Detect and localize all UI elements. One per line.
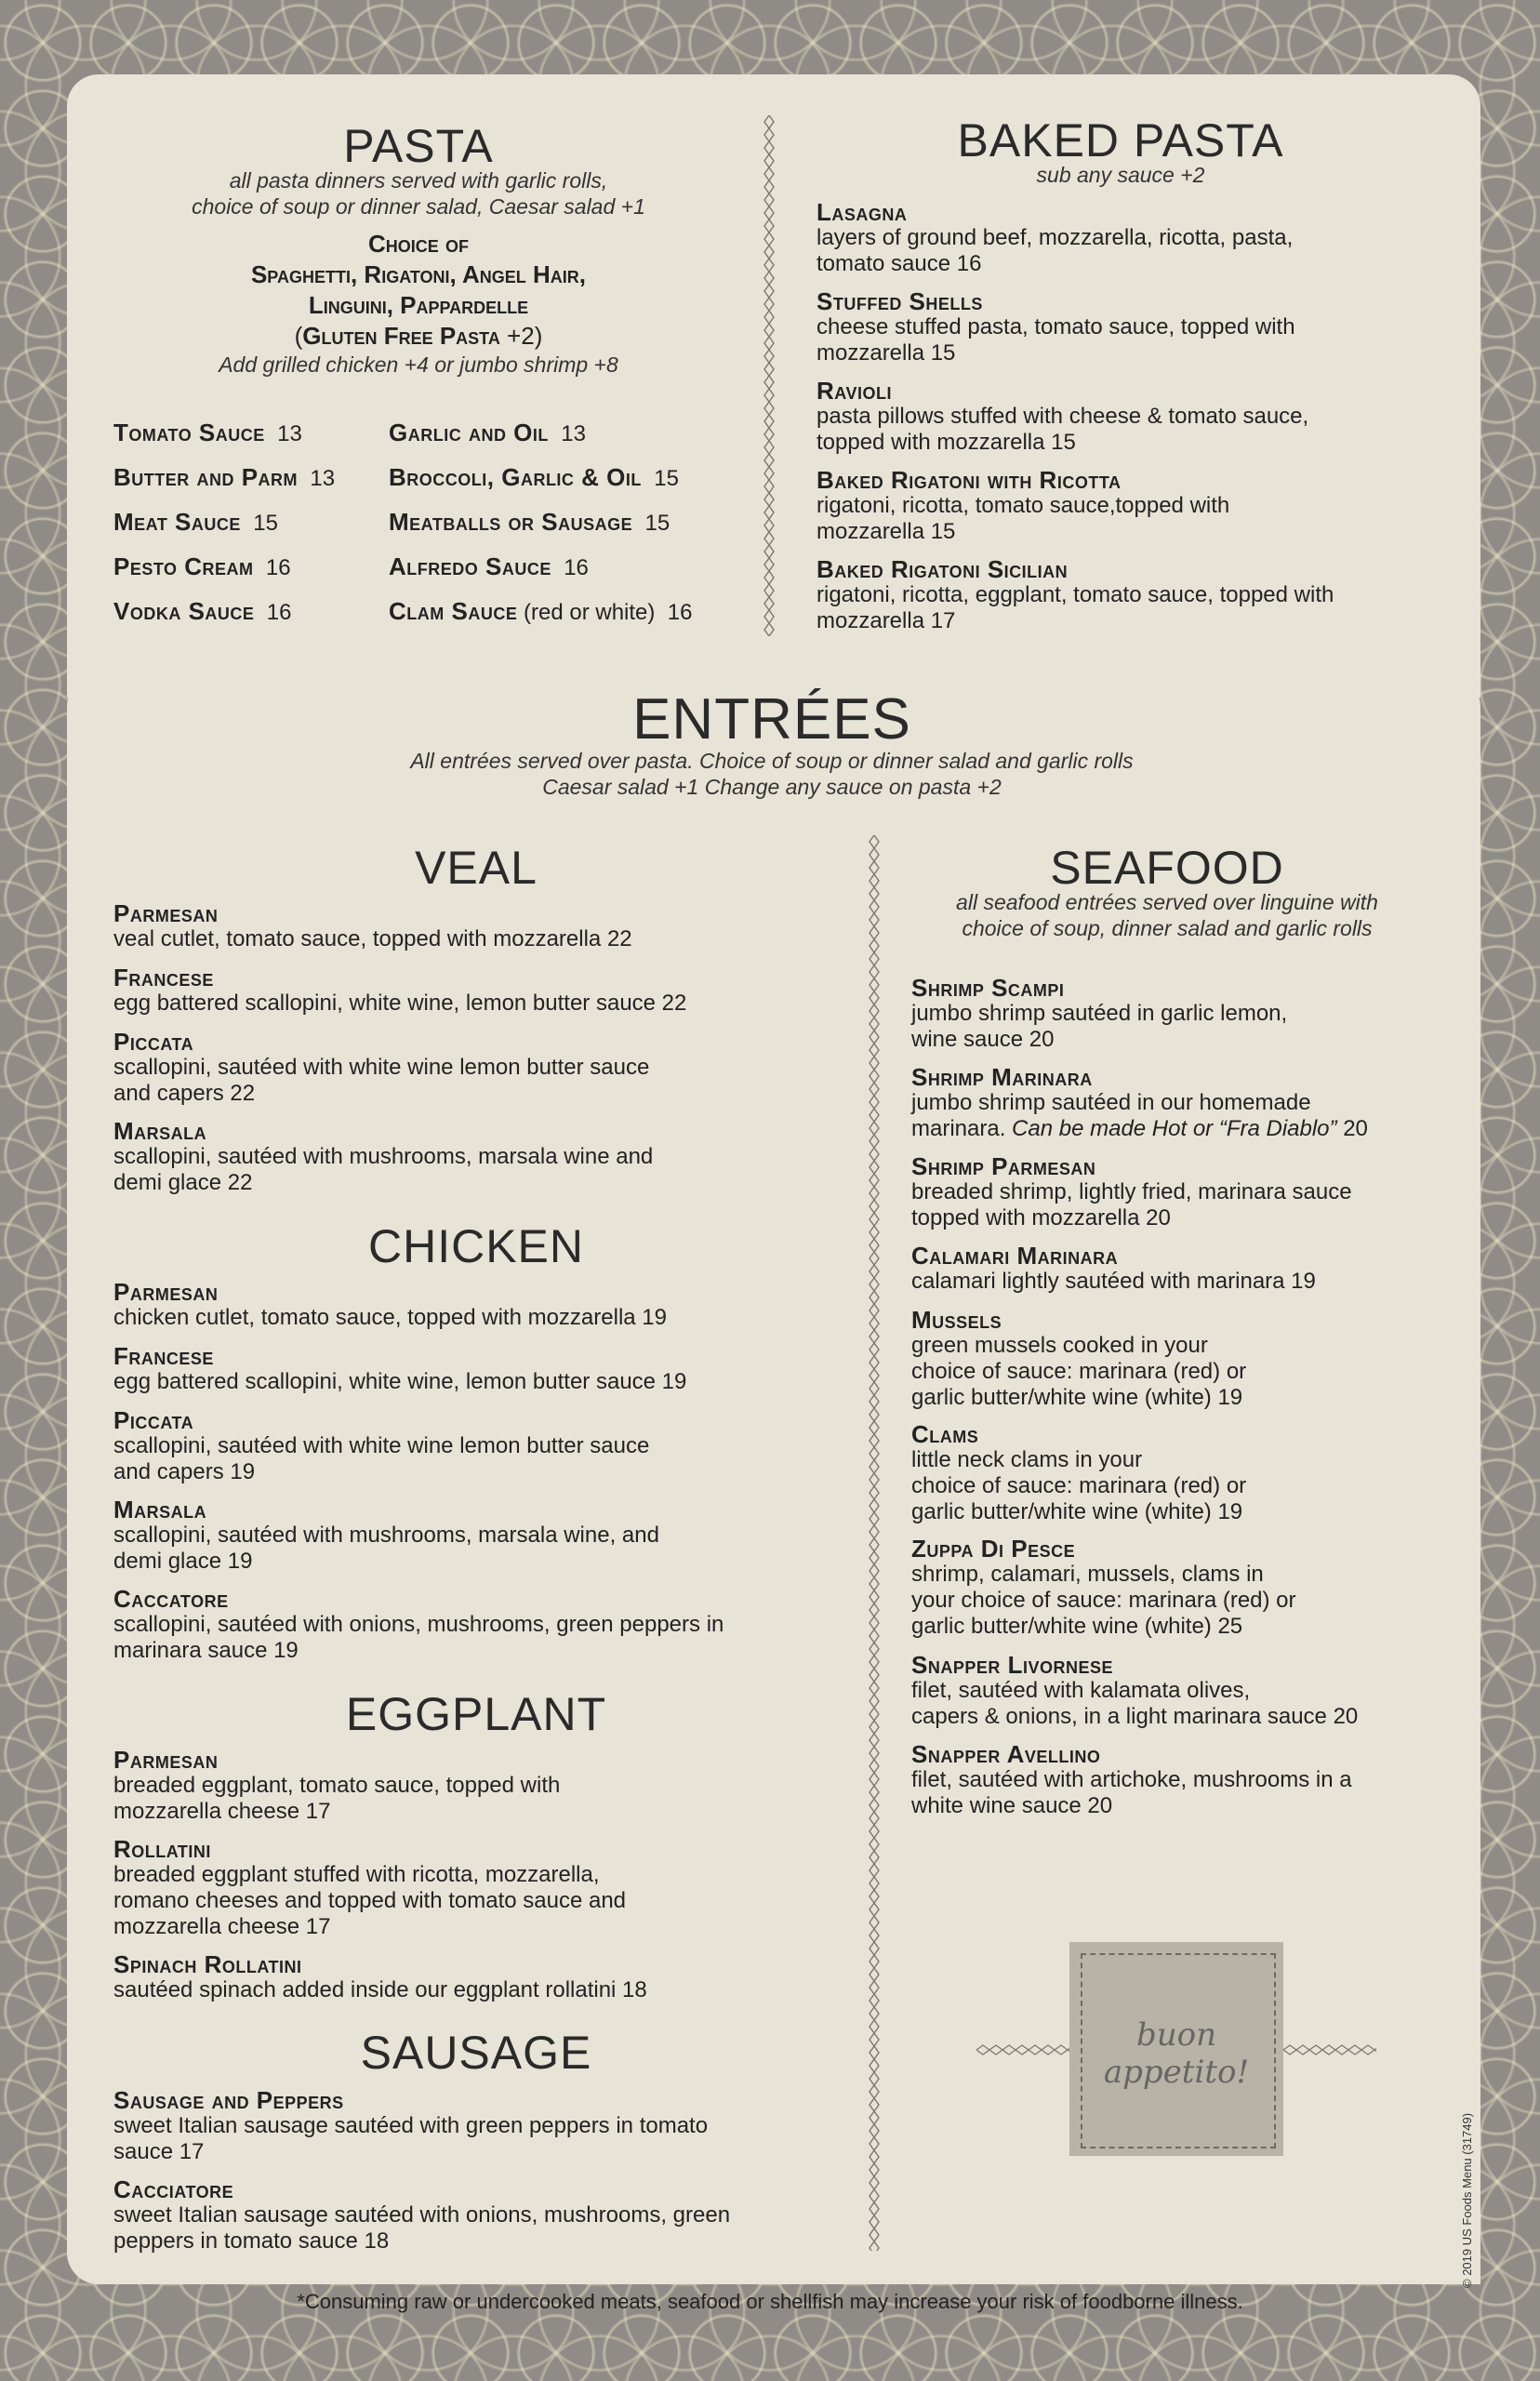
pasta-item-price: 15 — [644, 511, 670, 536]
baked-item-desc: mozzarella 15 — [816, 519, 956, 544]
pasta-item — [113, 552, 291, 581]
pasta-item — [389, 508, 670, 537]
eggplant-title: EGGPLANT — [345, 1688, 607, 1740]
veal-item-name: Parmesan — [113, 899, 219, 927]
pasta-item — [113, 419, 302, 447]
pasta-item-price: 16 — [266, 600, 292, 625]
buon-appetito-badge — [1069, 1942, 1283, 2156]
seafood-item-desc: wine sauce 20 — [911, 1027, 1055, 1052]
seafood-item-name: Clams — [911, 1420, 979, 1448]
sausage-item-desc: peppers in tomato sauce 18 — [113, 2228, 390, 2254]
seafood-item — [911, 1421, 1469, 1525]
baked-item-name: Ravioli — [816, 377, 892, 405]
baked-item — [816, 288, 1449, 366]
pasta-choice-line-1: Choice of — [367, 230, 469, 258]
pasta-item-price: 13 — [310, 466, 336, 491]
veal-item — [113, 900, 839, 952]
seafood-item-desc: choice of sauce: marinara (red) or — [911, 1359, 1247, 1384]
pasta-note-line-2: choice of soup or dinner salad, Caesar salad +1 — [192, 194, 645, 219]
veal-item-desc: scallopini, sautéed with mushrooms, marsala wine and — [113, 1144, 654, 1169]
pasta-item-name: Garlic and Oil — [389, 419, 549, 446]
seafood-item-desc: shrimp, calamari, mussels, clams in — [911, 1562, 1264, 1587]
pasta-item-price: 15 — [654, 466, 679, 491]
eggplant-item-desc: sautéed spinach added inside our eggplant rollatini 18 — [113, 1977, 647, 2002]
seafood-note-line-2: choice of soup, dinner salad and garlic rolls — [962, 916, 1373, 940]
chicken-item — [113, 1343, 839, 1395]
divider-pattern — [763, 115, 775, 636]
baked-item-desc: rigatoni, ricotta, tomato sauce,topped with — [816, 493, 1230, 518]
pasta-item-name: Tomato Sauce — [113, 419, 265, 446]
seafood-item-name: Mussels — [911, 1306, 1002, 1334]
seafood-desc-italic: Can be made Hot or “Fra Diablo” — [1012, 1116, 1337, 1141]
pasta-item — [113, 508, 278, 537]
seafood-item-desc: garlic butter/white wine (white) 19 — [911, 1385, 1243, 1410]
baked-item — [816, 467, 1449, 545]
veal-item — [113, 1118, 839, 1196]
seafood-item-desc: filet, sautéed with artichoke, mushrooms in a — [911, 1767, 1352, 1792]
baked-item — [816, 199, 1449, 277]
pasta-item — [113, 597, 291, 626]
sausage-item-desc: sweet Italian sausage sautéed with onions, mushrooms, green — [113, 2202, 731, 2228]
seafood-item — [911, 1536, 1469, 1640]
pasta-item — [389, 552, 589, 581]
seafood-item — [911, 1741, 1469, 1819]
veal-item — [113, 1029, 839, 1107]
eggplant-item-desc: mozzarella cheese 17 — [113, 1799, 331, 1824]
veal-item — [113, 964, 839, 1017]
chicken-item — [113, 1586, 857, 1664]
eggplant-item-name: Parmesan — [113, 1746, 219, 1774]
pasta-item — [389, 463, 679, 492]
baked-title: BAKED PASTA — [957, 114, 1284, 166]
seafood-item-desc: green mussels cooked in your — [911, 1333, 1208, 1358]
sausage-item — [113, 2176, 839, 2255]
pasta-item-name: Clam Sauce — [389, 597, 518, 625]
seafood-note-line-1: all seafood entrées served over linguine with — [956, 890, 1378, 914]
eggplant-item-name: Spinach Rollatini — [113, 1950, 302, 1978]
pasta-addon: Add grilled chicken +4 or jumbo shrimp +8 — [219, 352, 618, 377]
eggplant-item-name: Rollatini — [113, 1835, 211, 1863]
seafood-item-desc: white wine sauce 20 — [911, 1793, 1113, 1818]
pasta-note-line-1: all pasta dinners served with garlic rolls, — [229, 168, 608, 193]
chicken-item-name: Parmesan — [113, 1278, 219, 1306]
chicken-item-desc: and capers 19 — [113, 1459, 256, 1484]
pasta-item — [113, 463, 335, 492]
sausage-item-desc: sauce 17 — [113, 2139, 205, 2164]
seafood-item-name: Calamari Marinara — [911, 1242, 1119, 1270]
seafood-item-desc: jumbo shrimp sautéed in our homemade — [911, 1090, 1311, 1115]
pasta-item — [389, 419, 586, 447]
baked-item — [816, 556, 1467, 634]
badge-left-rule — [976, 2044, 1069, 2055]
chicken-item — [113, 1407, 839, 1485]
sausage-item — [113, 2087, 839, 2165]
chicken-item-name: Caccatore — [113, 1585, 229, 1613]
eggplant-item-desc: romano cheeses and topped with tomato sauce and — [113, 1888, 627, 1913]
baked-item-desc: topped with mozzarella 15 — [816, 430, 1076, 455]
seafood-note — [888, 889, 1446, 941]
sausage-item-name: Sausage and Peppers — [113, 2086, 344, 2114]
seafood-item — [911, 975, 1469, 1053]
seafood-desc-text: marinara. — [911, 1116, 1013, 1141]
seafood-item — [911, 1652, 1469, 1730]
eggplant-item-desc: mozzarella cheese 17 — [113, 1914, 331, 1939]
pasta-item-price: 16 — [667, 600, 693, 625]
veal-item-desc: egg battered scallopini, white wine, lemon butter sauce 22 — [113, 991, 687, 1016]
seafood-item-desc: breaded shrimp, lightly fried, marinara sauce — [911, 1179, 1352, 1204]
gf-price: +2) — [499, 322, 543, 350]
pasta-item-name: Vodka Sauce — [113, 597, 255, 625]
pasta-choice-line-2: Spaghetti, Rigatoni, Angel Hair, — [250, 260, 587, 288]
baked-item-name: Lasagna — [816, 198, 908, 226]
eggplant-item-desc: breaded eggplant stuffed with ricotta, mozzarella, — [113, 1862, 600, 1887]
eggplant-item — [113, 1747, 839, 1825]
eggplant-item-desc: breaded eggplant, tomato sauce, topped with — [113, 1773, 561, 1798]
baked-item-desc: layers of ground beef, mozzarella, ricotta, pasta, — [816, 225, 1294, 250]
veal-item-desc: demi glace 22 — [113, 1170, 253, 1195]
seafood-item-name: Shrimp Marinara — [911, 1063, 1093, 1091]
seafood-item-desc: capers & onions, in a light marinara sauce 20 — [911, 1704, 1359, 1729]
pasta-choice-line-3: Linguini, Pappardelle — [308, 291, 529, 319]
pasta-item-name: Meat Sauce — [113, 508, 241, 536]
seafood-item — [911, 1064, 1488, 1142]
seafood-item — [911, 1307, 1469, 1411]
chicken-item-desc: scallopini, sautéed with onions, mushrooms, green peppers in — [113, 1612, 724, 1637]
pasta-note — [93, 167, 744, 219]
gf-name: Gluten Free Pasta — [302, 322, 500, 350]
pasta-item-name: Alfredo Sauce — [389, 552, 551, 580]
baked-item-desc: cheese stuffed pasta, tomato sauce, topped with — [816, 314, 1295, 339]
baked-note: sub any sauce +2 — [1036, 163, 1205, 187]
gluten-free-line — [93, 321, 744, 352]
chicken-title: CHICKEN — [367, 1220, 585, 1272]
chicken-item-desc: scallopini, sautéed with white wine lemon butter sauce — [113, 1433, 650, 1458]
chicken-item-desc: demi glace 19 — [113, 1549, 253, 1574]
baked-item-desc: mozzarella 17 — [816, 608, 956, 633]
divider-pattern — [869, 835, 880, 2251]
veal-item-name: Piccata — [113, 1028, 194, 1056]
chicken-item-desc: egg battered scallopini, white wine, lemon butter sauce 19 — [113, 1369, 687, 1394]
pasta-item-price: 16 — [265, 555, 291, 580]
seafood-item-desc: your choice of sauce: marinara (red) or — [911, 1588, 1296, 1613]
seafood-desc-price: 20 — [1336, 1116, 1368, 1141]
seafood-item — [911, 1243, 1469, 1295]
pasta-item-price: 13 — [277, 421, 302, 446]
pasta-item — [389, 597, 692, 626]
pasta-title: PASTA — [343, 120, 494, 172]
copyright: © 2019 US Foods Menu (31749) — [1460, 2112, 1474, 2288]
pasta-item-note: (red or white) — [524, 600, 656, 625]
chicken-item — [113, 1279, 839, 1331]
baked-item — [816, 378, 1449, 456]
seafood-item-desc: garlic butter/white wine (white) 25 — [911, 1614, 1243, 1639]
chicken-item-desc: chicken cutlet, tomato sauce, topped with mozzarella 19 — [113, 1305, 667, 1330]
entrees-note-line-2: Caesar salad +1 Change any sauce on pasta +2 — [542, 775, 1002, 799]
baked-item-name: Baked Rigatoni Sicilian — [816, 555, 1069, 583]
veal-item-desc: and capers 22 — [113, 1081, 256, 1106]
baked-item-name: Stuffed Shells — [816, 287, 983, 315]
baked-item-name: Baked Rigatoni with Ricotta — [816, 466, 1122, 494]
badge-text: buon appetito! — [1103, 2016, 1250, 2091]
seafood-item-desc: garlic butter/white wine (white) 19 — [911, 1499, 1243, 1524]
baked-item-desc: pasta pillows stuffed with cheese & tomato sauce, — [816, 404, 1309, 429]
chicken-item-name: Francese — [113, 1342, 214, 1370]
entrees-title: ENTRÉES — [632, 687, 911, 752]
chicken-item-desc: scallopini, sautéed with mushrooms, marsala wine, and — [113, 1523, 659, 1548]
baked-item-desc: mozzarella 15 — [816, 340, 956, 366]
chicken-item-desc: marinara sauce 19 — [113, 1638, 299, 1663]
seafood-item-desc: filet, sautéed with kalamata olives, — [911, 1678, 1251, 1703]
veal-item-desc: veal cutlet, tomato sauce, topped with mozzarella 22 — [113, 926, 632, 951]
veal-title: VEAL — [415, 842, 538, 894]
veal-item-desc: scallopini, sautéed with white wine lemon butter sauce — [113, 1055, 650, 1080]
seafood-item-desc: topped with mozzarella 20 — [911, 1205, 1171, 1230]
chicken-item-name: Marsala — [113, 1496, 207, 1523]
pasta-choices — [93, 229, 744, 352]
seafood-item-desc: jumbo shrimp sautéed in garlic lemon, — [911, 1001, 1288, 1026]
seafood-item-desc — [911, 1116, 1488, 1142]
entrees-note — [214, 748, 1330, 800]
veal-item-name: Francese — [113, 964, 214, 991]
pasta-item-name: Meatballs or Sausage — [389, 508, 633, 536]
seafood-item-name: Snapper Livornese — [911, 1651, 1113, 1679]
baked-item-desc: tomato sauce 16 — [816, 251, 982, 276]
chicken-item — [113, 1496, 839, 1575]
eggplant-item — [113, 1836, 839, 1940]
badge-right-rule — [1283, 2044, 1376, 2055]
seafood-item-name: Shrimp Parmesan — [911, 1152, 1096, 1180]
pasta-item-name: Broccoli, Garlic & Oil — [389, 463, 642, 491]
pasta-item-price: 15 — [253, 511, 278, 536]
pasta-item-price: 16 — [564, 555, 589, 580]
pasta-item-name: Butter and Parm — [113, 463, 299, 491]
entrees-note-line-1: All entrées served over pasta. Choice of soup or dinner salad and garlic rolls — [410, 749, 1134, 773]
seafood-item-desc: calamari lightly sautéed with marinara 19 — [911, 1269, 1316, 1294]
sausage-title: SAUSAGE — [360, 2027, 592, 2079]
sausage-item-desc: sweet Italian sausage sautéed with green peppers in tomato — [113, 2113, 709, 2138]
seafood-item-desc: choice of sauce: marinara (red) or — [911, 1473, 1247, 1498]
seafood-item — [911, 1153, 1469, 1231]
top-divider — [763, 115, 775, 636]
pasta-item-name: Pesto Cream — [113, 552, 254, 580]
entrees-divider — [869, 835, 880, 2251]
veal-item-name: Marsala — [113, 1117, 207, 1145]
eggplant-item — [113, 1951, 839, 2003]
baked-item-desc: rigatoni, ricotta, eggplant, tomato sauce, topped with — [816, 582, 1334, 607]
seafood-title: SEAFOOD — [1050, 842, 1284, 894]
seafood-item-desc: little neck clams in your — [911, 1447, 1143, 1472]
gf-open: ( — [294, 322, 303, 350]
seafood-item-name: Zuppa Di Pesce — [911, 1535, 1076, 1563]
pasta-item-price: 13 — [561, 421, 586, 446]
chicken-item-name: Piccata — [113, 1406, 194, 1434]
seafood-item-name: Shrimp Scampi — [911, 974, 1065, 1002]
footer-disclaimer: *Consuming raw or undercooked meats, seafood or shellfish may increase your risk of foodborne illness. — [297, 2290, 1243, 2313]
seafood-item-name: Snapper Avellino — [911, 1740, 1101, 1768]
sausage-item-name: Cacciatore — [113, 2175, 234, 2203]
